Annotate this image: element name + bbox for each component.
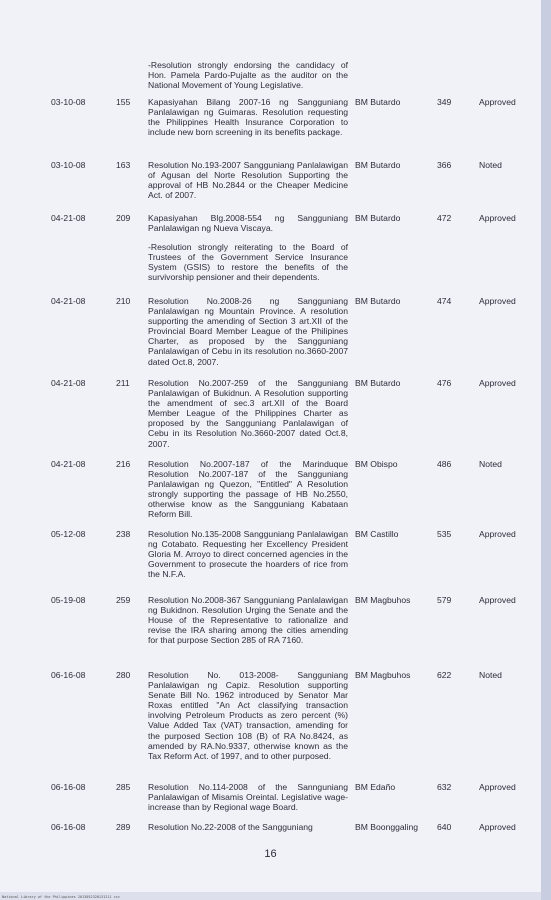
row-date: 05-19-08 — [51, 595, 86, 605]
intro-text: -Resolution strongly endorsing the candidacy of Hon. Pamela Pardo-Pujalte as the auditor on the National Movement of Young Legislative. — [148, 60, 348, 91]
row-status: Approved — [479, 595, 516, 605]
row-description — [148, 378, 348, 458]
row-sponsor: BM Butardo — [355, 296, 401, 306]
row-number: 155 — [116, 97, 131, 107]
row-paragraph: Resolution No.193-2007 Sangguniang Panlalawigan of Agusan del Norte Resolution Supporting the approval of HB No.2844 or the Cheaper Medicine Act. of 2007. — [148, 160, 348, 201]
row-date: 03-10-08 — [51, 97, 86, 107]
row-date: 04-21-08 — [51, 296, 86, 306]
row-status: Approved — [479, 213, 516, 223]
row-page: 622 — [437, 670, 452, 680]
row-paragraph: Resolution No.114-2008 of the Sannguniang Panlalawigan of Misamis Oreintal. Legislative wage-increase than by Regional wage Board. — [148, 782, 348, 813]
row-page: 535 — [437, 529, 452, 539]
row-status: Noted — [479, 670, 502, 680]
row-sponsor: BM Obispo — [355, 459, 398, 469]
row-number: 289 — [116, 822, 131, 832]
row-description — [148, 296, 348, 376]
row-page: 579 — [437, 595, 452, 605]
row-paragraph: Kapasiyahan Bilang 2007-16 ng Sangguniang Panlalawigan ng Guimaras. Resolution requesting the Philippines Health Insurance Corporation to include new born screening in its benefits package. — [148, 97, 348, 138]
row-number: 280 — [116, 670, 131, 680]
row-description — [148, 97, 348, 146]
row-date: 04-21-08 — [51, 213, 86, 223]
row-status: Noted — [479, 459, 502, 469]
page-number: 16 — [264, 848, 277, 860]
row-sponsor: BM Magbuhos — [355, 670, 411, 680]
row-page: 472 — [437, 213, 452, 223]
row-sponsor: BM Castillo — [355, 529, 399, 539]
row-number: 210 — [116, 296, 131, 306]
row-paragraph: -Resolution strongly reiterating to the Board of Trustees of the Government Service Insurance System (GSIS) to restore the benefits of the survivorship pensioner and their dependents. — [148, 242, 348, 283]
row-paragraph: Kapasiyahan Blg.2008-554 ng Sangguniang Panlalawigan ng Nueva Viscaya. — [148, 213, 348, 234]
row-paragraph: Resolution No.2008-26 ng Sangguniang Panlalawigan ng Mountain Province. A resolution supporting the amending of Section 3 art.XII of the Provincial Board Member League of the Philipines Charter, as proposed by the Sangguniang Panlalawigan of Cebu in its resolution no.3660-2007 dated Oct.8, 2007. — [148, 296, 348, 367]
row-paragraph: Resolution No.2007-187 of the Marinduque Resolution No.2007-187 of the Sangguniang Panlalawigan ng Quezon, "Entitled" A Resolution strongly supporting the passage of HB No.2550, otherwise know as the Sangguniang Kabataan Reform Bill. — [148, 459, 348, 520]
row-page: 632 — [437, 782, 452, 792]
row-page: 640 — [437, 822, 452, 832]
row-status: Approved — [479, 378, 516, 388]
row-description — [148, 529, 348, 588]
row-page: 476 — [437, 378, 452, 388]
row-number: 259 — [116, 595, 131, 605]
row-sponsor: BM Boonggaling — [355, 822, 419, 832]
row-status: Approved — [479, 782, 516, 792]
row-date: 03-10-08 — [51, 160, 86, 170]
row-date: 05-12-08 — [51, 529, 86, 539]
row-paragraph: Resolution No.22-2008 of the Sangguniang — [148, 822, 313, 832]
row-number: 285 — [116, 782, 131, 792]
row-paragraph: Resolution No.2007-259 of the Sangguniang Panlalawigan of Bukidnun. A Resolution supporting the amendment of sec.3 art.XII of the Board Member League of the Philippines Charter as proposed by the Sangguniang Panlalawigan of Cebu in its Resolution No.3660-2007 dated Oct.8, 2007. — [148, 378, 348, 449]
row-sponsor: BM Butardo — [355, 213, 401, 223]
row-paragraph: Resolution No. 013-2008- Sangguniang Panlalawigan ng Capiz. Resolution supporting Senate Bill No. 1962 introduced by Senator Mar Roxas entitled "An Act classifying transaction involving Petroleum Products as zero percent (%) Value Added Tax (VAT) transaction, amending for the purposed Section 108 (B) of RA No.8424, as amended by RA.No.9337, otherwise known as the Tax Reform Act. of 1997, and to other purposed. — [148, 670, 348, 761]
row-description — [148, 822, 348, 841]
row-date: 04-21-08 — [51, 459, 86, 469]
row-date: 06-16-08 — [51, 782, 86, 792]
row-description — [148, 595, 348, 654]
row-sponsor: BM Butardo — [355, 160, 401, 170]
row-description — [148, 782, 348, 821]
row-number: 209 — [116, 213, 131, 223]
row-paragraph: Resolution No.135-2008 Sangguniang Panlalawigan ng Cotabato. Requesting her Excellency President Gloria M. Arroyo to direct concerned agencies in the Government to prosecute the hoarders of rice from the N.F.A. — [148, 529, 348, 580]
row-status: Noted — [479, 160, 502, 170]
row-description — [148, 160, 348, 209]
row-status: Approved — [479, 296, 516, 306]
row-status: Approved — [479, 97, 516, 107]
row-description — [148, 459, 348, 529]
row-status: Approved — [479, 822, 516, 832]
row-description — [148, 213, 348, 292]
row-page: 366 — [437, 160, 452, 170]
row-number: 163 — [116, 160, 131, 170]
row-page: 486 — [437, 459, 452, 469]
row-date: 06-16-08 — [51, 670, 86, 680]
scan-footer: National Library of the Philippines 2013052320131211 ccc — [2, 895, 121, 899]
row-date: 04-21-08 — [51, 378, 86, 388]
row-sponsor: BM Edaño — [355, 782, 396, 792]
row-number: 216 — [116, 459, 131, 469]
row-date: 06-16-08 — [51, 822, 86, 832]
row-description — [148, 670, 348, 770]
row-sponsor: BM Butardo — [355, 97, 401, 107]
row-page: 349 — [437, 97, 452, 107]
row-number: 211 — [116, 378, 130, 388]
row-status: Approved — [479, 529, 516, 539]
row-number: 238 — [116, 529, 131, 539]
scan-edge — [541, 0, 551, 900]
row-sponsor: BM Magbuhos — [355, 595, 411, 605]
row-sponsor: BM Butardo — [355, 378, 401, 388]
row-paragraph: Resolution No.2008-367 Sangguniang Panlalawigan ng Bukidnon. Resolution Urging the Senate and the House of the Representative to rationalize and revise the IRA sharing among the cities amending for that purpose Section 285 of RA 7160. — [148, 595, 348, 646]
row-page: 474 — [437, 296, 452, 306]
